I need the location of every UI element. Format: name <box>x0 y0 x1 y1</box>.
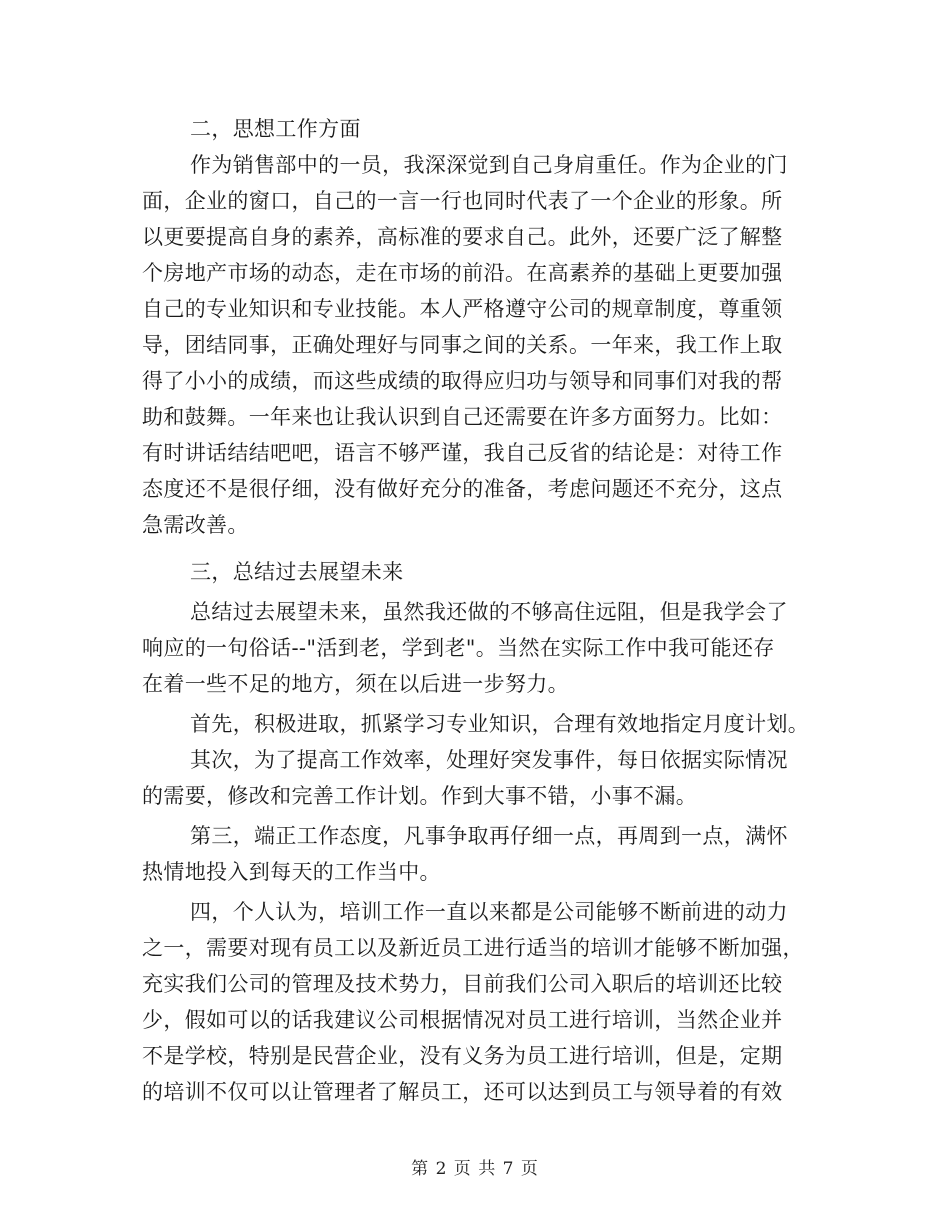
body-line: 有时讲话结结吧吧，语言不够严谨，我自己反省的结论是：对待工作 <box>142 441 783 465</box>
body-line: 急需改善。 <box>142 513 249 537</box>
body-line: 个房地产市场的动态，走在市场的前沿。在高素养的基础上更要加强 <box>142 261 783 285</box>
body-line: 热情地投入到每天的工作当中。 <box>142 860 441 884</box>
body-line: 四，个人认为，培训工作一直以来都是公司能够不断前进的动力 <box>190 900 788 924</box>
body-line: 其次，为了提高工作效率，处理好突发事件，每日依据实际情况 <box>190 748 788 772</box>
body-line: 导，团结同事，正确处理好与同事之间的关系。一年来，我工作上取 <box>142 333 783 357</box>
body-line: 得了小小的成绩，而这些成绩的取得应归功与领导和同事们对我的帮 <box>142 369 783 393</box>
body-line: 不是学校，特别是民营企业，没有义务为员工进行培训，但是，定期 <box>142 1044 783 1068</box>
body-line: 的培训不仅可以让管理者了解员工，还可以达到员工与领导着的有效 <box>142 1080 783 1104</box>
body-line: 首先，积极进取，抓紧学习专业知识，合理有效地指定月度计划。 <box>190 712 810 736</box>
body-line: 面，企业的窗口，自己的一言一行也同时代表了一个企业的形象。所 <box>142 189 783 213</box>
body-line: 总结过去展望未来，虽然我还做的不够高住远阻，但是我学会了 <box>190 600 788 624</box>
body-line: 自己的专业知识和专业技能。本人严格遵守公司的规章制度，尊重领 <box>142 297 783 321</box>
body-line: 作为销售部中的一员，我深深觉到自己身肩重任。作为企业的门 <box>190 153 788 177</box>
body-line: 之一，需要对现有员工以及新近员工进行适当的培训才能够不断加强， <box>142 936 804 960</box>
body-line: 在着一些不足的地方，须在以后进一步努力。 <box>142 672 569 696</box>
body-line: 态度还不是很仔细，没有做好充分的准备，考虑问题还不充分，这点 <box>142 477 783 501</box>
heading-section-2: 二，思想工作方面 <box>190 117 361 141</box>
body-line: 以更要提高自身的素养，高标准的要求自己。此外，还要广泛了解整 <box>142 225 783 249</box>
body-line: 第三，端正工作态度，凡事争取再仔细一点，再周到一点，满怀 <box>190 824 788 848</box>
body-line: 充实我们公司的管理及技术势力，目前我们公司入职后的培训还比较 <box>142 972 783 996</box>
heading-section-3: 三，总结过去展望未来 <box>190 560 404 584</box>
page-number-footer: 第 2 页 共 7 页 <box>411 1159 539 1179</box>
body-line: 少，假如可以的话我建议公司根据情况对员工进行培训，当然企业并 <box>142 1008 783 1032</box>
body-line: 的需要，修改和完善工作计划。作到大事不错，小事不漏。 <box>142 784 698 808</box>
body-line: 响应的一句俗话--"活到老，学到老"。当然在实际工作中我可能还存 <box>142 636 775 660</box>
body-line: 助和鼓舞。一年来也让我认识到自己还需要在许多方面努力。比如： <box>142 405 783 429</box>
